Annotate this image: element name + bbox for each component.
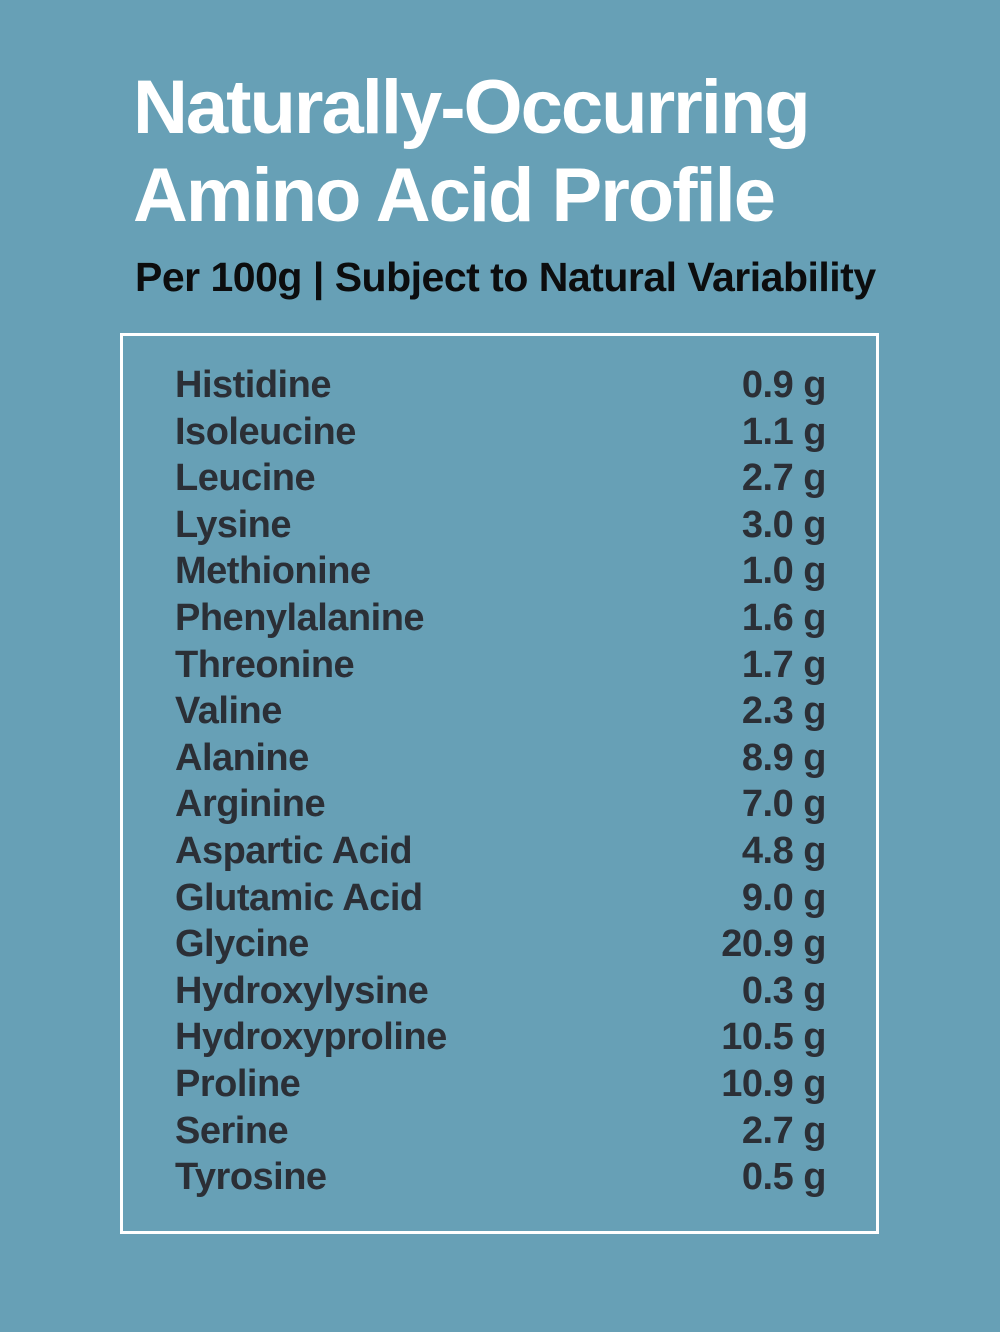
table-row: [175, 457, 826, 504]
amino-amount: 9.0 g: [741, 876, 826, 919]
amino-name: Lysine: [175, 503, 291, 546]
amino-amount: 8.9 g: [741, 736, 826, 779]
table-row: [175, 644, 826, 691]
amino-name: Phenylalanine: [175, 596, 425, 639]
amino-name: Leucine: [175, 457, 316, 500]
page-title-line1: Naturally-Occurring: [133, 65, 809, 150]
amino-amount: 2.3 g: [741, 690, 826, 733]
table-row: [175, 550, 826, 597]
amino-name: Glutamic Acid: [175, 876, 423, 919]
amino-name: Histidine: [175, 364, 331, 406]
amino-name: Tyrosine: [175, 1156, 327, 1199]
amino-amount: 4.8 g: [741, 829, 826, 872]
amino-name: Glycine: [175, 923, 309, 966]
amino-name: Proline: [175, 1062, 301, 1105]
amino-amount: 1.1 g: [741, 410, 826, 453]
amino-amount: 1.7 g: [741, 643, 826, 686]
table-row: [175, 783, 826, 830]
page-subtitle: Per 100g | Subject to Natural Variability: [135, 254, 876, 300]
amino-name: Arginine: [175, 783, 326, 826]
table-row: [175, 1016, 826, 1063]
amino-name: Hydroxyproline: [175, 1016, 447, 1059]
amino-amount: 10.9 g: [721, 1062, 826, 1105]
table-row: [175, 1063, 826, 1110]
table-row: [175, 597, 826, 644]
amino-name: Hydroxylysine: [175, 969, 429, 1012]
amino-amount: 2.7 g: [741, 457, 826, 500]
amino-name: Threonine: [175, 643, 355, 686]
amino-name: Valine: [175, 690, 282, 733]
amino-name: Alanine: [175, 736, 309, 779]
table-row: [175, 830, 826, 877]
table-row: [175, 1156, 826, 1203]
amino-amount: 7.0 g: [741, 783, 826, 826]
amino-amount: 2.7 g: [741, 1109, 826, 1152]
amino-name: Methionine: [175, 550, 371, 593]
amino-amount: 10.5 g: [721, 1016, 826, 1059]
page-title-line2: Amino Acid Profile: [133, 153, 775, 238]
table-row: [175, 364, 826, 411]
amino-amount: 3.0 g: [741, 503, 826, 546]
table-row: [175, 970, 826, 1017]
table-row: [175, 690, 826, 737]
amino-acid-rows: [175, 364, 826, 1203]
amino-name: Isoleucine: [175, 410, 356, 453]
label-header: [133, 64, 940, 300]
amino-amount: 1.6 g: [741, 596, 826, 639]
amino-name: Serine: [175, 1109, 289, 1152]
amino-amount: 1.0 g: [741, 550, 826, 593]
table-row: [175, 737, 826, 784]
table-row: [175, 1110, 826, 1157]
table-row: [175, 923, 826, 970]
amino-amount: 0.3 g: [741, 969, 826, 1012]
amino-amount: 20.9 g: [721, 923, 826, 966]
amino-acid-table: [120, 333, 879, 1234]
amino-name: Aspartic Acid: [175, 829, 413, 872]
amino-amount: 0.5 g: [741, 1156, 826, 1199]
table-row: [175, 504, 826, 551]
page-title: [133, 64, 940, 240]
table-row: [175, 411, 826, 458]
table-row: [175, 877, 826, 924]
amino-amount: 0.9 g: [741, 364, 826, 406]
